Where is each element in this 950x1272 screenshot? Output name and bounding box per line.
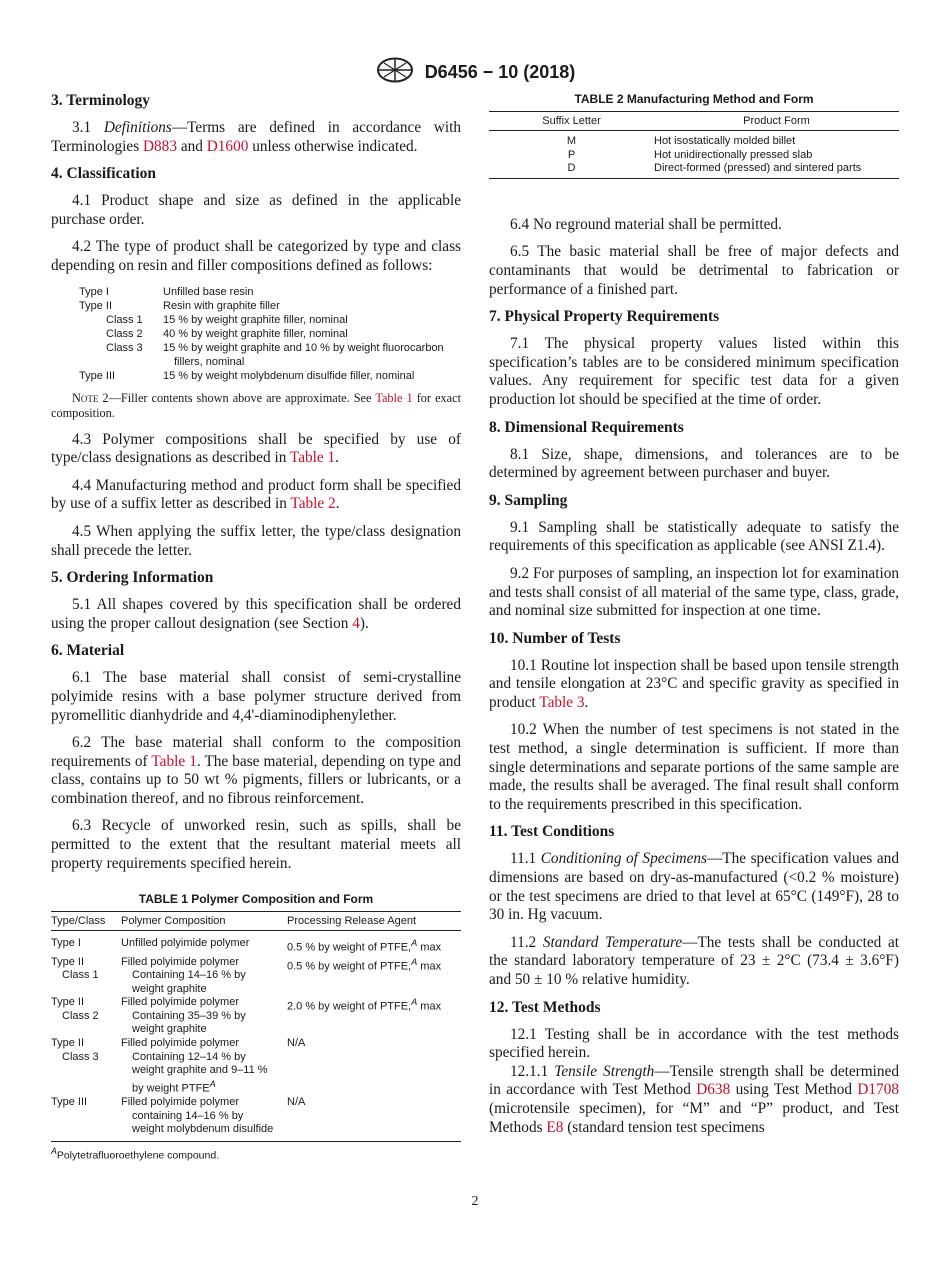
table-1	[51, 911, 461, 1142]
section-8-title: 8. Dimensional Requirements	[489, 418, 684, 436]
table-row: Type I Unfilled polyimide polymer 0.5 % by weight of PTFE,$^A$ max	[51, 937, 442, 954]
type-class-list	[79, 285, 461, 383]
table-row: P Hot unidirectionally pressed slab	[567, 148, 813, 161]
list-item: Type I Unfilled base resin	[79, 285, 254, 298]
table-row: Type II Class 2 Filled polyimide polymer Containing 35–39 % by weight graphite 2.0 % by weight of PTFE,$^A$ max	[51, 996, 442, 1036]
link-table-1[interactable]: Table 1	[375, 390, 413, 405]
table-row: D Direct-formed (pressed) and sintered parts	[567, 162, 862, 175]
table-header-row: Type/Class Polymer Composition Processing Release Agent	[51, 912, 461, 931]
section-11-title: 11. Test Conditions	[489, 823, 615, 841]
para-6-1: 6.1 The base material shall consist of semi-crystalline polyimide resins with a base polymer structure derived from pyromellitic dianhydride and 4,4'-diaminodiphenylether.	[51, 669, 461, 724]
right-column	[489, 92, 899, 1146]
para-12-1-1: 12.1.1 Tensile Strength—Tensile strength shall be determined in accordance with Test Method D638 using Test Method D1708 (microtensile specimen), for “M” and “P” product, and Test Methods E8 (standard tension test specimens	[489, 1062, 900, 1136]
para-4-3: 4.3 Polymer compositions shall be specified by use of type/class designations as described in Table 1.	[51, 430, 461, 467]
para-4-5: 4.5 When applying the suffix letter, the type/class designation shall precede the letter.	[51, 522, 461, 559]
para-11-1: 11.1 Conditioning of Specimens—The specification values and dimensions are based on dry-as-manufactured (<0.2 % moisture) or the test specimens are dried to that level at 65°C (149°F), 28 to 30 in. Hg vacuum.	[489, 850, 899, 924]
section-5-title: 5. Ordering Information	[51, 569, 214, 587]
para-6-3: 6.3 Recycle of unworked resin, such as spills, shall be permitted to the extent that the resultant material meets all property requirements specified herein.	[51, 817, 461, 872]
table-header-row: Suffix Letter Product Form	[489, 112, 899, 131]
para-5-1: 5.1 All shapes covered by this specification shall be ordered using the proper callout designation (see Section 4).	[51, 596, 461, 632]
link-section-4[interactable]: 4	[352, 614, 360, 632]
para-6-4: 6.4 No reground material shall be permitted.	[510, 215, 782, 233]
astm-logo-icon	[375, 57, 415, 88]
link-d1600[interactable]: D1600	[206, 137, 249, 155]
para-10-2: 10.2 When the number of test specimens is not stated in the test method, a single determination is sufficient. If more than single determinations and separate portions of the same sample are made, the results shall be averaged. The final result shall conform to the requirements prescribed in this specification.	[489, 721, 899, 813]
list-item: Type III 15 % by weight molybdenum disulfide filler, nominal	[79, 369, 415, 382]
list-item-continuation: fillers, nominal	[174, 355, 245, 368]
para-9-2: 9.2 For purposes of sampling, an inspection lot for examination and tests shall consist of all material of the same type, class, grade, and nominal size submitted for inspection at one time.	[489, 564, 899, 620]
para-4-1: 4.1 Product shape and size as defined in the applicable purchase order.	[51, 192, 461, 228]
left-column	[51, 92, 461, 1161]
link-d1708[interactable]: D1708	[857, 1081, 900, 1099]
para-6-5: 6.5 The basic material shall be free of major defects and contaminants that would be detrimental to fabrication or performance of a finished part.	[489, 243, 899, 298]
table-row: Type II Class 1 Filled polyimide polymer Containing 14–16 % by weight graphite 0.5 % by weight of PTFE,$^A$ max	[51, 955, 442, 995]
list-item: Class 2 40 % by weight graphite filler, nominal	[106, 327, 348, 340]
para-8-1: 8.1 Size, shape, dimensions, and tolerances are to be determined by agreement between purchaser and buyer.	[489, 445, 899, 482]
section-6-title: 6. Material	[51, 642, 125, 660]
page-header	[0, 57, 950, 88]
section-4-title: 4. Classification	[51, 165, 157, 183]
table-row: Type III Filled polyimide polymer containing 14–16 % by weight molybdenum disulfide N/A	[51, 1096, 306, 1136]
link-d638[interactable]: D638	[696, 1081, 731, 1099]
section-3-title: 3. Terminology	[51, 92, 151, 109]
para-11-2: 11.2 Standard Temperature—The tests shall be conducted at the standard laboratory temperature of 23 ± 2°C (73.4 ± 3.6°F) and 50 ± 10 % relative humidity.	[489, 933, 900, 988]
link-e8[interactable]: E8	[546, 1118, 564, 1136]
list-item: Type II Resin with graphite filler	[79, 299, 280, 312]
para-10-1: 10.1 Routine lot inspection shall be based upon tensile strength and tensile elongation at 23°C and specific gravity as specified in product Table 3.	[489, 656, 899, 711]
link-d883[interactable]: D883	[142, 137, 177, 155]
link-table-2[interactable]: Table 2	[290, 495, 336, 513]
section-7-title: 7. Physical Property Requirements	[489, 308, 720, 326]
table-row: Type II Class 3 Filled polyimide polymer Containing 12–14 % by weight graphite and 9–11 % by weight $PTFE^A$ N/A	[51, 1037, 306, 1095]
note-2: Note 2—Filler contents shown above are approximate. See Table 1 for exact composition.	[51, 390, 462, 420]
page-number: 2	[471, 1194, 479, 1209]
section-9-title: 9. Sampling	[489, 491, 568, 509]
table-1-footnote: $^A$Polytetrafluoroethylene compound.	[51, 1145, 220, 1162]
list-item: Class 1 15 % by weight graphite filler, nominal	[106, 313, 348, 326]
para-6-2: 6.2 The base material shall conform to the composition requirements of Table 1. The base material, depending on type and class, contains up to 50 wt % pigments, fillers or lubricants, or a combination thereof, and no fibrous reinforcement.	[51, 734, 462, 807]
para-4-2: 4.2 The type of product shall be categorized by type and class depending on resin and filler compositions defined as follows:	[51, 238, 461, 274]
table-2-caption: TABLE 2 Manufacturing Method and Form	[574, 92, 814, 106]
document-designation: D6456 − 10 (2018)	[424, 62, 576, 82]
table-2	[489, 111, 899, 179]
list-item: Class 3 15 % by weight graphite and 10 % by weight fluorocarbon	[106, 341, 444, 354]
para-3-1: 3.1 Definitions—Terms are defined in accordance with Terminologies D883 and D1600 unless otherwise indicated.	[51, 119, 462, 155]
para-9-1: 9.1 Sampling shall be statistically adequate to satisfy the requirements of this specification as applicable (see ANSI Z1.4).	[489, 518, 899, 555]
table-1-caption: TABLE 1 Polymer Composition and Form	[138, 892, 374, 907]
section-12-title: 12. Test Methods	[489, 998, 601, 1016]
table-row: M Hot isostatically molded billet	[566, 135, 796, 147]
para-4-4: 4.4 Manufacturing method and product form shall be specified by use of a suffix letter as described in Table 2.	[51, 476, 461, 513]
link-table-1[interactable]: Table 1	[151, 752, 197, 770]
para-7-1: 7.1 The physical property values listed within this specification’s tables are to be considered minimum specification values. Any requirement for specific test data for a given production lot should be specified at the time of order.	[489, 335, 899, 408]
section-10-title: 10. Number of Tests	[489, 629, 621, 647]
link-table-3[interactable]: Table 3	[539, 693, 585, 711]
para-12-1: 12.1 Testing shall be in accordance with the test methods specified herein.	[489, 1025, 899, 1062]
link-table-1[interactable]: Table 1	[289, 449, 336, 467]
